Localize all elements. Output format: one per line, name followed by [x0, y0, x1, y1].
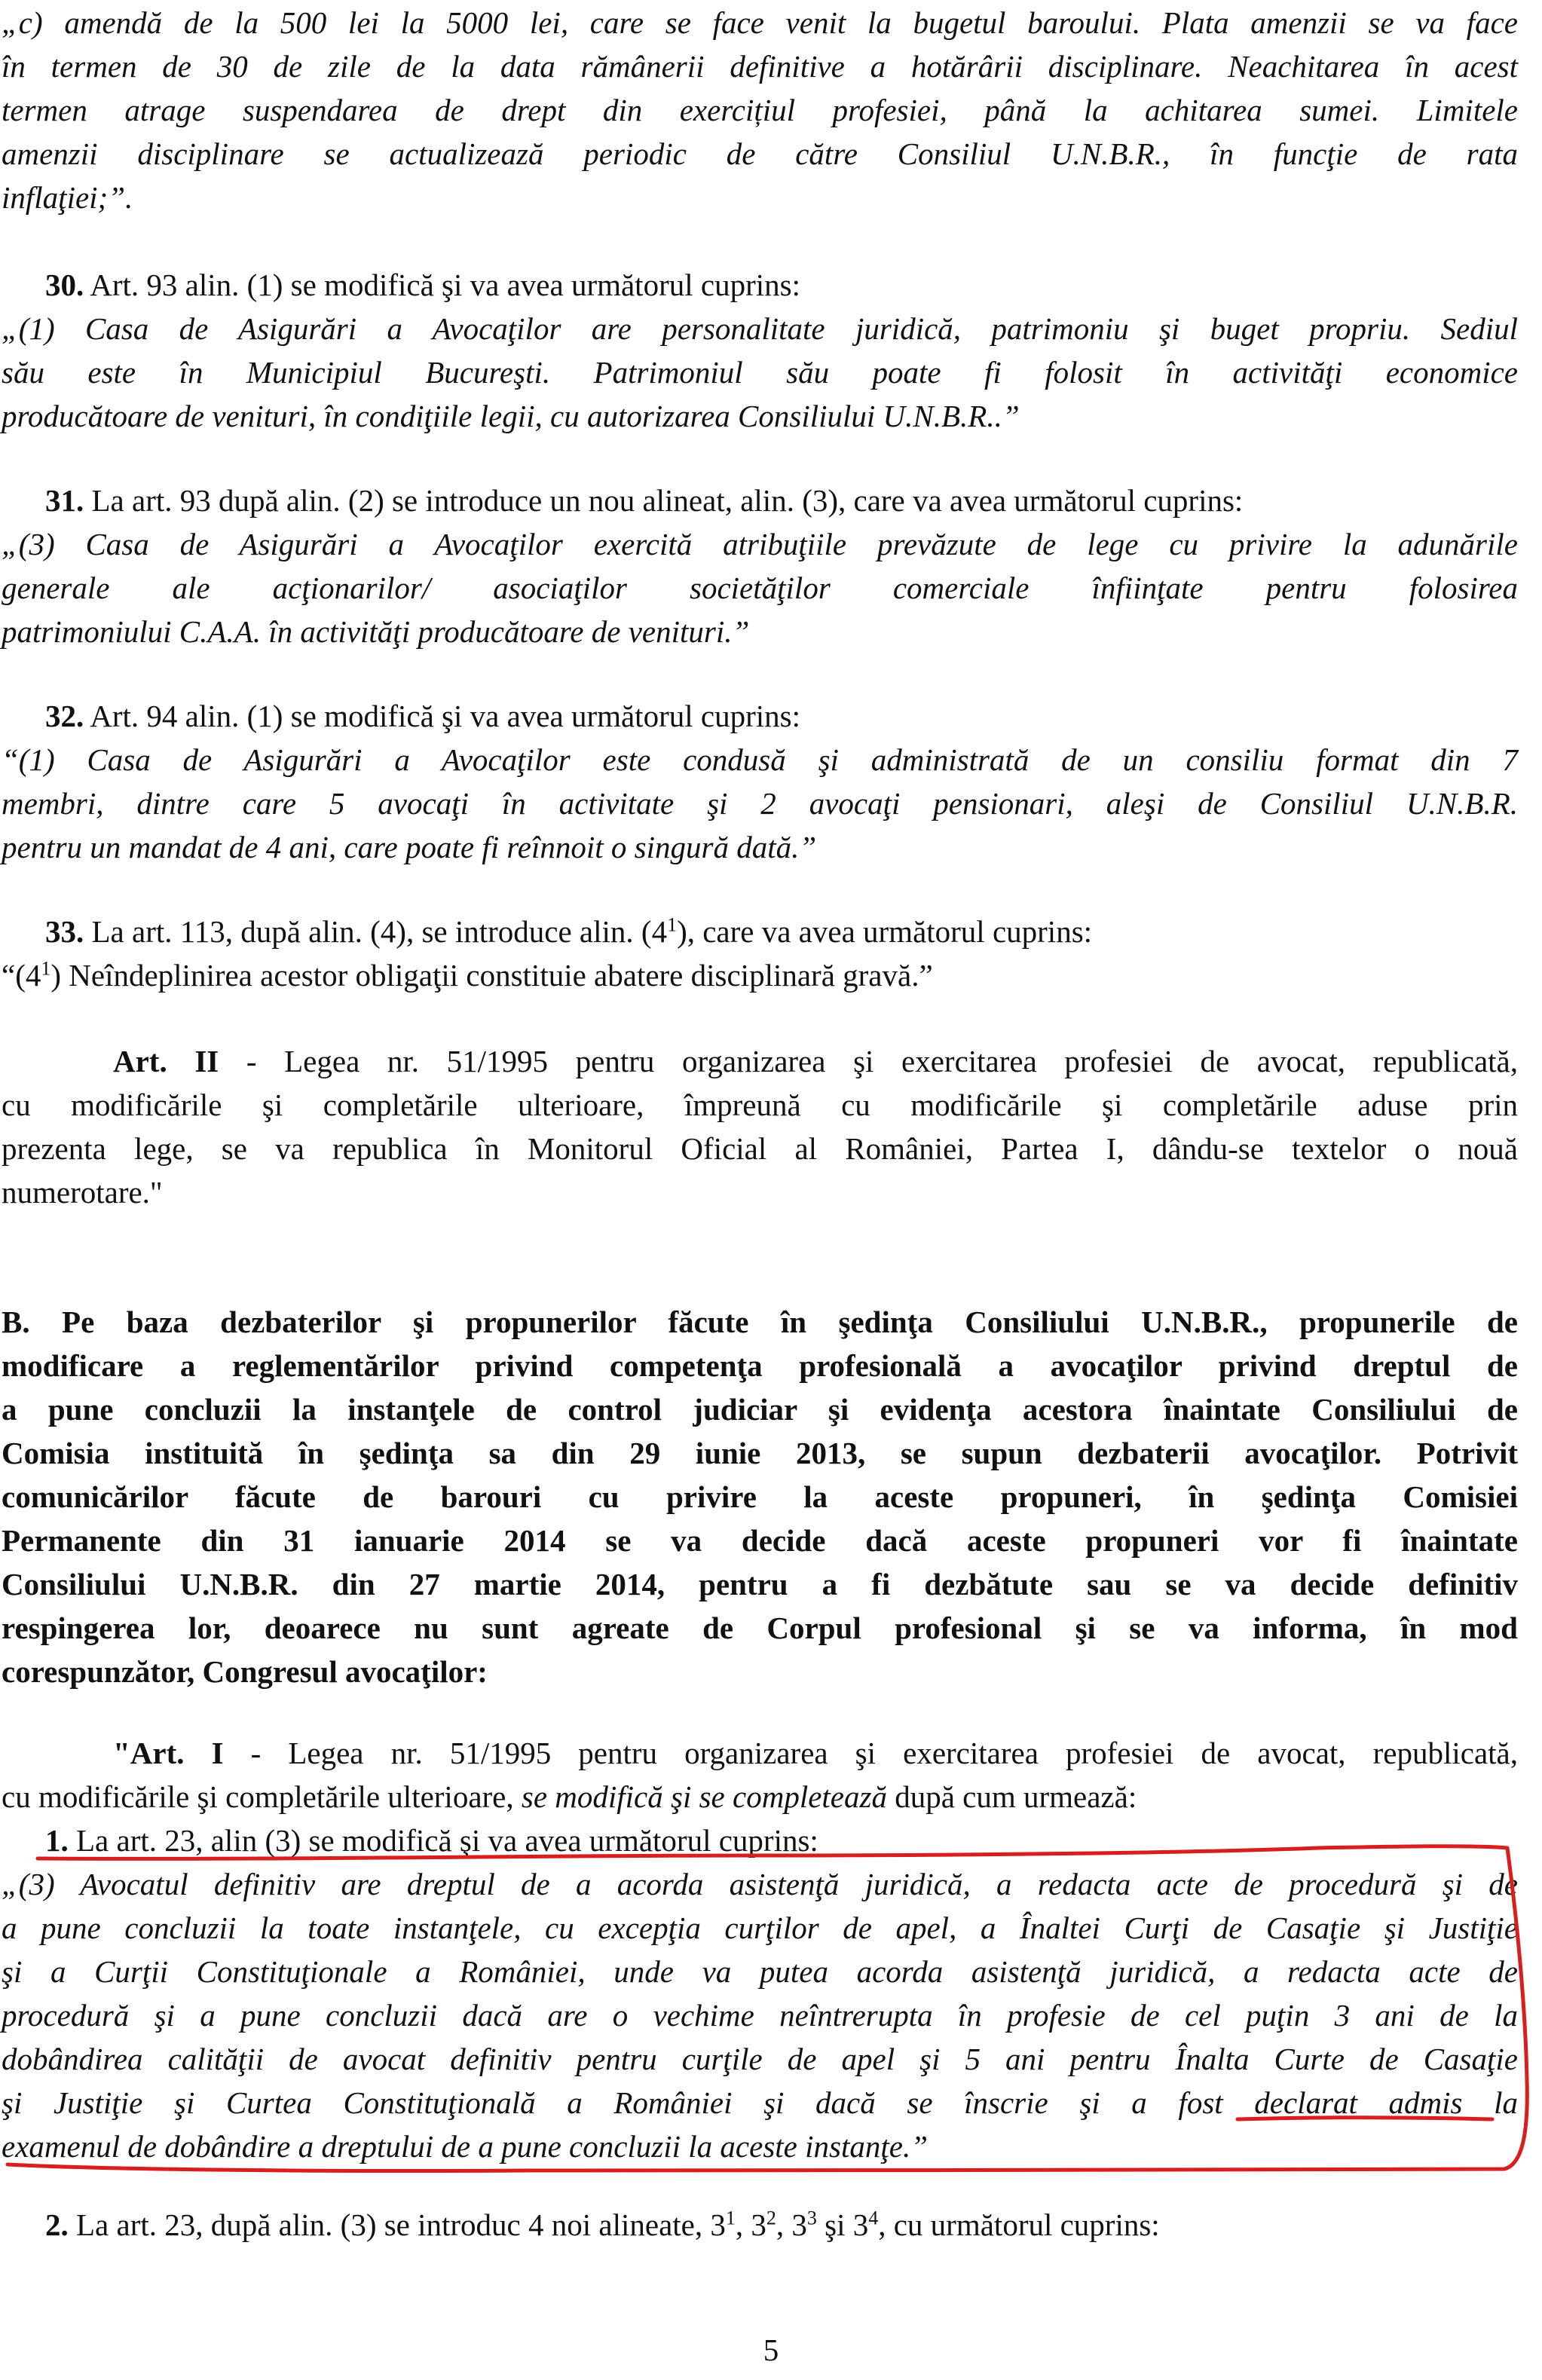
item-2-sup-3: 3 [806, 2207, 817, 2229]
item-2-number: 2. [45, 2207, 69, 2242]
item-31-number: 31. [45, 483, 84, 518]
item-33-superscript: 1 [667, 913, 678, 936]
art-i-heading: "Art. I [113, 1736, 224, 1770]
item-31-line-1: „(3) Casa de Asigurări a Avocaţilor exercită atribuţiile prevăzute de lege cu privire la adunările [2, 527, 1518, 561]
art-ii-line-4: numerotare." [2, 1175, 163, 1210]
item-32-text: Art. 94 alin. (1) se modifică şi va avea următorul cuprins: [84, 699, 800, 733]
item-32-number: 32. [45, 699, 84, 733]
item-33-number: 33. [45, 914, 84, 949]
section-b-line-8: respingerea lor, deoarece nu sunt agreate de Corpul profesional şi se va informa, în mod [2, 1611, 1518, 1645]
item-1-line-1: „(3) Avocatul definitiv are dreptul de a acorda asistenţă juridică, a redacta acte de procedură şi de [2, 1867, 1518, 1901]
item-33-line-1-a: “(4 [2, 958, 41, 993]
item-1-line-2: a pune concluzii la toate instanţele, cu excepţia curţilor de apel, a Înaltei Curţi de Casaţie şi Justiţie [2, 1910, 1518, 1945]
art-i-line-2-a: cu modificările şi completările ulterioare, [2, 1779, 522, 1814]
art-ii-line-2: cu modificările şi completările ulterioare, împreună cu modificările şi completările aduse prin [2, 1088, 1518, 1122]
underline-declarat-admis [1238, 2118, 1492, 2119]
item-30-line-2: său este în Municipiul Bucureşti. Patrimoniul său poate fi folosit în activităţi economice [2, 355, 1518, 390]
section-b-line-7: Consiliului U.N.B.R. din 27 martie 2014, pentru a fi dezbătute sau se va decide definitiv [2, 1567, 1518, 1601]
item-33-line-1-superscript: 1 [41, 957, 51, 980]
paragraph-c-line-3: termen atrage suspendarea de drept din exercițiul profesiei, până la achitarea sumei. Limitele [2, 93, 1518, 127]
underline-item-1-heading [38, 1846, 1507, 1859]
item-1-text: La art. 23, alin (3) se modifică şi va avea următorul cuprins: [68, 1823, 818, 1858]
circle-item-1-text [8, 1848, 1527, 2171]
item-33-text-a: La art. 113, după alin. (4), se introduce alin. (4 [84, 914, 668, 949]
section-b-line-6: Permanente din 31 ianuarie 2014 se va decide dacă aceste propuneri vor fi înaintate [2, 1523, 1518, 1558]
item-2-comma-1: , 3 [735, 2207, 766, 2242]
item-30-number: 30. [45, 268, 84, 302]
item-2-text: La art. 23, după alin. (3) se introduc 4 noi alineate, 3 [68, 2207, 726, 2242]
section-b-line-3: a pune concluzii la instanţele de control judiciar şi evidenţa acestora înaintate Consiliului de [2, 1392, 1518, 1427]
item-30-text: Art. 93 alin. (1) se modifică şi va avea următorul cuprins: [84, 268, 800, 302]
paragraph-c-line-1: „c) amendă de la 500 lei la 5000 lei, care se face venit la bugetul baroului. Plata amenzii se va face [2, 5, 1518, 40]
item-1-line-5: dobândirea calităţii de avocat definitiv pentru curţile de apel şi 5 ani pentru Înalta Curte de Casaţie [2, 2042, 1518, 2076]
item-33-text-b: ), care va avea următorul cuprins: [677, 914, 1093, 949]
section-b-line-4: Comisia instituită în şedinţa sa din 29 iunie 2013, se supun dezbaterii avocaţilor. Potrivit [2, 1436, 1518, 1470]
item-2-sup-1: 1 [725, 2207, 736, 2229]
item-2-sup-2: 2 [766, 2207, 776, 2229]
art-i-line-2-italic: se modifică şi se completează [521, 1779, 887, 1814]
item-1-line-3: şi a Curţii Constituţionale a României, unde va putea acorda asistenţă juridică, a redacta acte de [2, 1954, 1518, 1989]
item-30-line-1: „(1) Casa de Asigurări a Avocaţilor are personalitate juridică, patrimoniu şi buget propriu. Sediul [2, 311, 1518, 346]
paragraph-c-line-5: inflaţiei;”. [2, 180, 133, 215]
item-2-sup-4: 4 [868, 2207, 879, 2229]
item-33-line-1-b: ) Neîndeplinirea acestor obligaţii constituie abatere disciplinară gravă.” [50, 958, 933, 993]
art-i-line-2-b: după cum urmează: [886, 1779, 1137, 1814]
item-2-comma-2: , 3 [776, 2207, 807, 2242]
item-1-number: 1. [45, 1823, 69, 1858]
item-31-text: La art. 93 după alin. (2) se introduce un nou alineat, alin. (3), care va avea următorul cuprins: [84, 483, 1244, 518]
item-2-and: şi 3 [816, 2207, 869, 2242]
art-ii-heading: Art. II [113, 1044, 219, 1078]
item-32-line-1: “(1) Casa de Asigurări a Avocaţilor este condusă şi administrată de un consiliu format din 7 [2, 742, 1518, 777]
item-1-line-7: examenul de dobândire a dreptului de a pune concluzii la aceste instanţe.” [2, 2129, 928, 2164]
item-31-line-2: generale ale acţionarilor/ asociaţilor societăţilor comerciale înfiinţate pentru folosirea [2, 571, 1518, 605]
item-32-line-2: membri, dintre care 5 avocaţi în activitate şi 2 avocaţi pensionari, aleşi de Consiliul U.N.B.R. [2, 786, 1518, 821]
item-30-line-3: producătoare de venituri, în condiţiile legii, cu autorizarea Consiliului U.N.B.R..” [2, 399, 1020, 433]
item-1-line-6: şi Justiţie şi Curtea Constituţională a României şi dacă se înscrie şi a fost declarat admis la [2, 2085, 1518, 2120]
art-ii-line-3: prezenta lege, se va republica în Monitorul Oficial al României, Partea I, dându-se textelor o nouă [2, 1131, 1518, 1166]
item-32-line-3: pentru un mandat de 4 ani, care poate fi reînnoit o singură dată.” [2, 830, 817, 864]
page-number: 5 [763, 2333, 779, 2367]
section-b-line-1: B. Pe baza dezbaterilor şi propunerilor făcute în şedinţa Consiliului U.N.B.R., propunerile de [2, 1305, 1518, 1339]
art-i-line-1-text: - Legea nr. 51/1995 pentru organizarea şi exercitarea profesiei de avocat, republicată, [223, 1736, 1519, 1770]
paragraph-c-line-4: amenzii disciplinare se actualizează periodic de către Consiliul U.N.B.R., în funcţie de rata [2, 136, 1518, 171]
section-b-line-9: corespunzător, Congresul avocaţilor: [2, 1654, 488, 1689]
item-2-end: , cu următorul cuprins: [878, 2207, 1160, 2242]
item-31-line-3: patrimoniului C.A.A. în activităţi producătoare de venituri.” [2, 614, 750, 649]
section-b-line-2: modificare a reglementărilor privind competenţa profesională a avocaţilor privind dreptul de [2, 1348, 1518, 1383]
item-1-line-4: procedură şi a pune concluzii dacă are o vechime neîntrerupta în profesie de cel puţin 3 ani de la [2, 1998, 1518, 2033]
paragraph-c-line-2: în termen de 30 de zile de la data rămânerii definitive a hotărârii disciplinare. Neachitarea în acest [2, 49, 1518, 84]
art-ii-line-1-text: - Legea nr. 51/1995 pentru organizarea şi exercitarea profesiei de avocat, republicată, [219, 1044, 1519, 1078]
section-b-line-5: comunicărilor făcute de barouri cu privire la aceste propuneri, în şedinţa Comisiei [2, 1479, 1518, 1514]
